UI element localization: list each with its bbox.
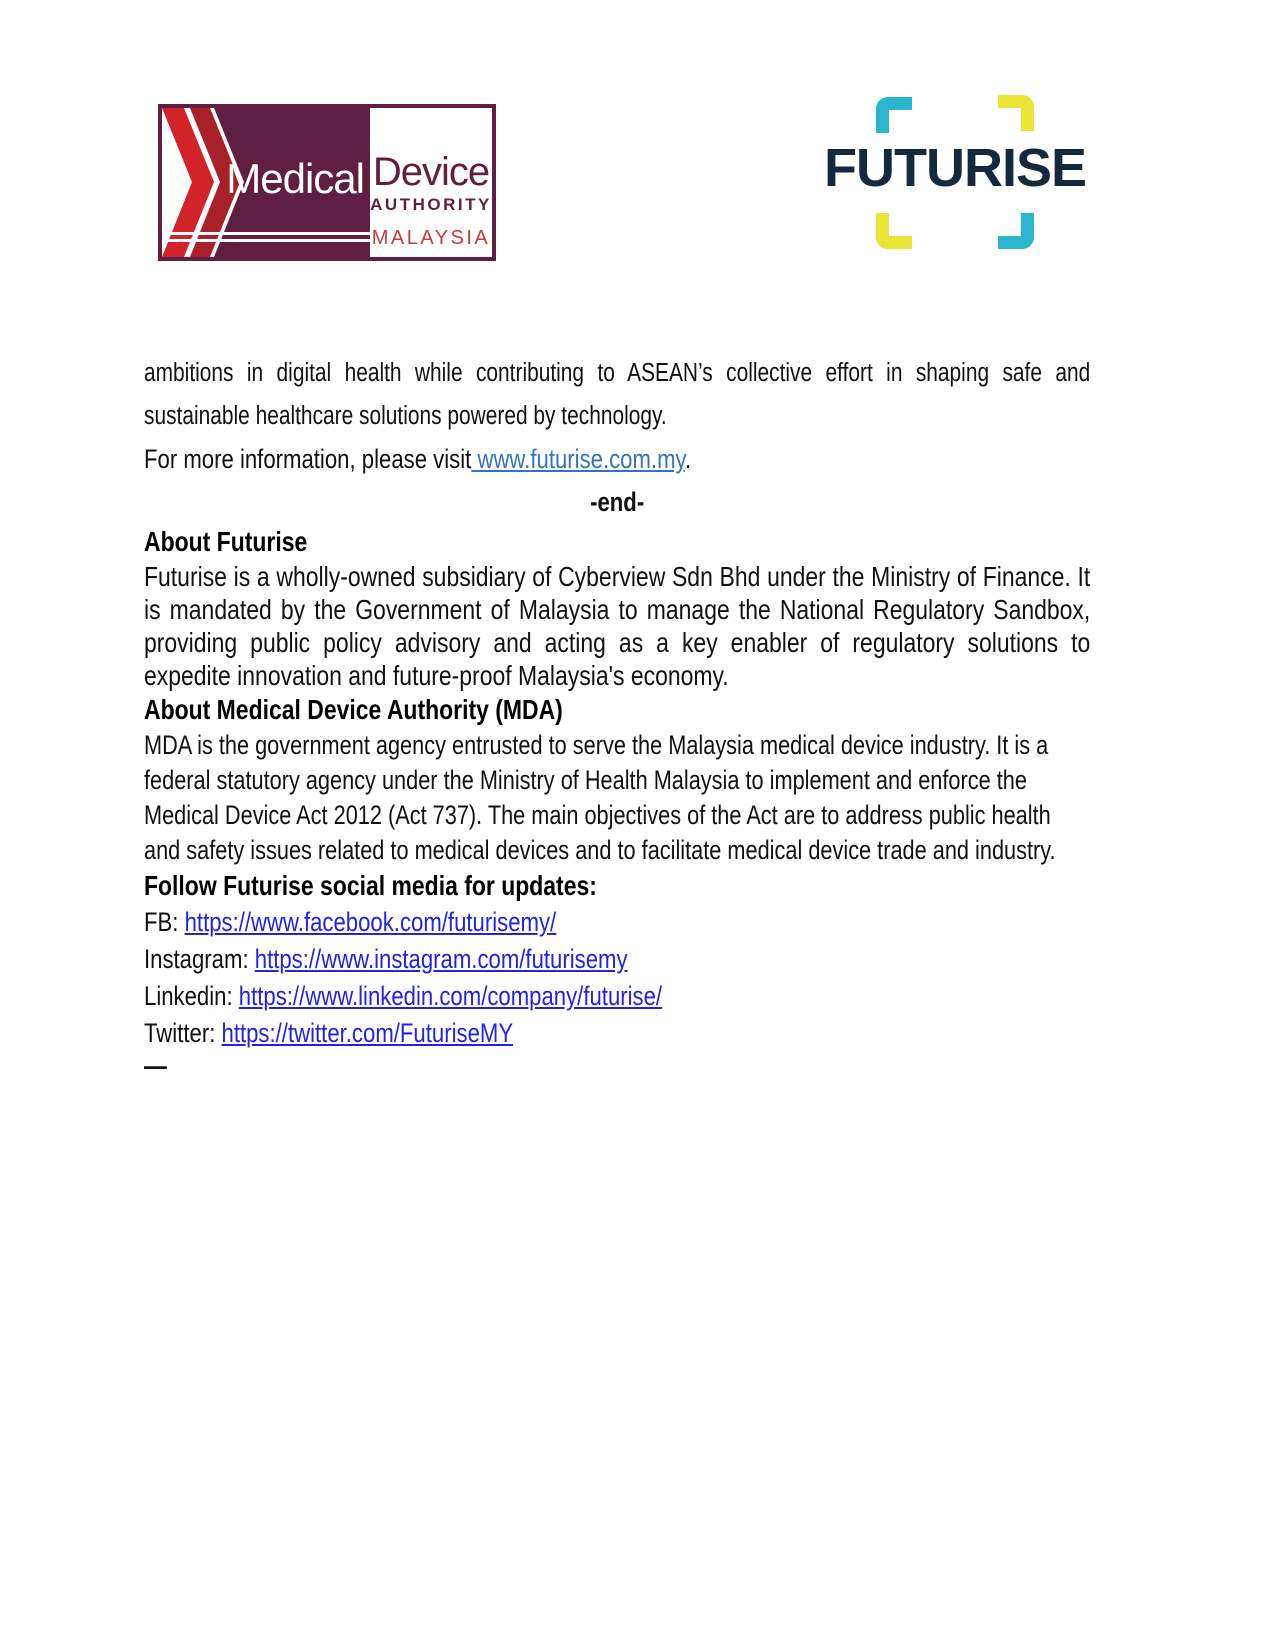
facebook-link[interactable]: https://www.facebook.com/futurisemy/ bbox=[184, 907, 557, 937]
corner-bracket-bottom-right-icon bbox=[998, 213, 1034, 249]
mda-wordmark-device: Device bbox=[372, 150, 490, 194]
about-futurise-heading: About Futurise bbox=[144, 526, 308, 557]
futurise-wordmark: FUTURISE bbox=[824, 138, 1086, 198]
corner-bracket-top-left-icon bbox=[876, 97, 912, 133]
linkedin-label: Linkedin: bbox=[144, 981, 239, 1011]
about-mda-paragraph: MDA is the government agency entrusted to serve the Malaysia medical device industry. It is a federal statutory agency under the Ministry of Health Malaysia to implement and enforce the Medical Device Act 2012 (Act 737). The main objectives of the Act are to address public health and safety issues related to medical devices and to facilitate medical device trade and industry. bbox=[144, 730, 1056, 865]
more-info-suffix: . bbox=[684, 444, 692, 474]
about-mda-heading: About Medical Device Authority (MDA) bbox=[144, 694, 563, 725]
mda-white-panel bbox=[370, 108, 492, 257]
footer-dash: — bbox=[144, 1050, 167, 1081]
intro-paragraph: ambitions in digital health while contributing to ASEAN’s collective effort in shaping safe and sustainable healthcare solutions powered by technology. bbox=[144, 359, 1091, 430]
more-info-prefix: For more information, please visit bbox=[144, 444, 472, 474]
social-row-facebook bbox=[144, 904, 1090, 941]
instagram-link[interactable]: https://www.instagram.com/futurisemy bbox=[254, 944, 628, 974]
twitter-link[interactable]: https://twitter.com/FuturiseMY bbox=[221, 1018, 514, 1048]
corner-bracket-bottom-left-icon bbox=[876, 213, 912, 249]
end-marker: -end- bbox=[590, 487, 645, 517]
social-row-linkedin bbox=[144, 978, 1090, 1015]
corner-bracket-top-right-icon bbox=[998, 95, 1034, 131]
mda-wordmark-authority: AUTHORITY bbox=[370, 195, 492, 214]
mda-white-rule-bottom bbox=[162, 239, 372, 242]
facebook-label: FB: bbox=[144, 907, 185, 937]
more-info-line bbox=[144, 438, 1090, 481]
mda-wordmark-malaysia: MALAYSIA bbox=[371, 227, 491, 249]
social-row-twitter bbox=[144, 1015, 1090, 1052]
social-row-instagram bbox=[144, 941, 1090, 978]
futurise-website-link[interactable]: www.futurise.com.my bbox=[471, 444, 685, 474]
mda-logo-inner bbox=[162, 108, 492, 257]
mda-white-rule-top bbox=[162, 232, 372, 235]
mda-logo bbox=[158, 104, 496, 261]
instagram-label: Instagram: bbox=[144, 944, 255, 974]
mda-wordmark-medical: Medical bbox=[226, 155, 364, 202]
social-links-list bbox=[144, 904, 1090, 1052]
social-heading: Follow Futurise social media for updates: bbox=[144, 870, 597, 901]
about-futurise-paragraph: Futurise is a wholly-owned subsidiary of Cyberview Sdn Bhd under the Ministry of Finance. It is mandated by the Government of Malaysia to manage the National Regulatory Sandbox, providing public policy advisory and acting as a key enabler of regulatory solutions to expedite innovation and future-proof Malaysia's economy. bbox=[144, 561, 1091, 691]
linkedin-link[interactable]: https://www.linkedin.com/company/futurise/ bbox=[238, 981, 663, 1011]
document-body bbox=[144, 352, 1090, 1080]
twitter-label: Twitter: bbox=[144, 1018, 222, 1048]
futurise-logo bbox=[812, 95, 1098, 251]
